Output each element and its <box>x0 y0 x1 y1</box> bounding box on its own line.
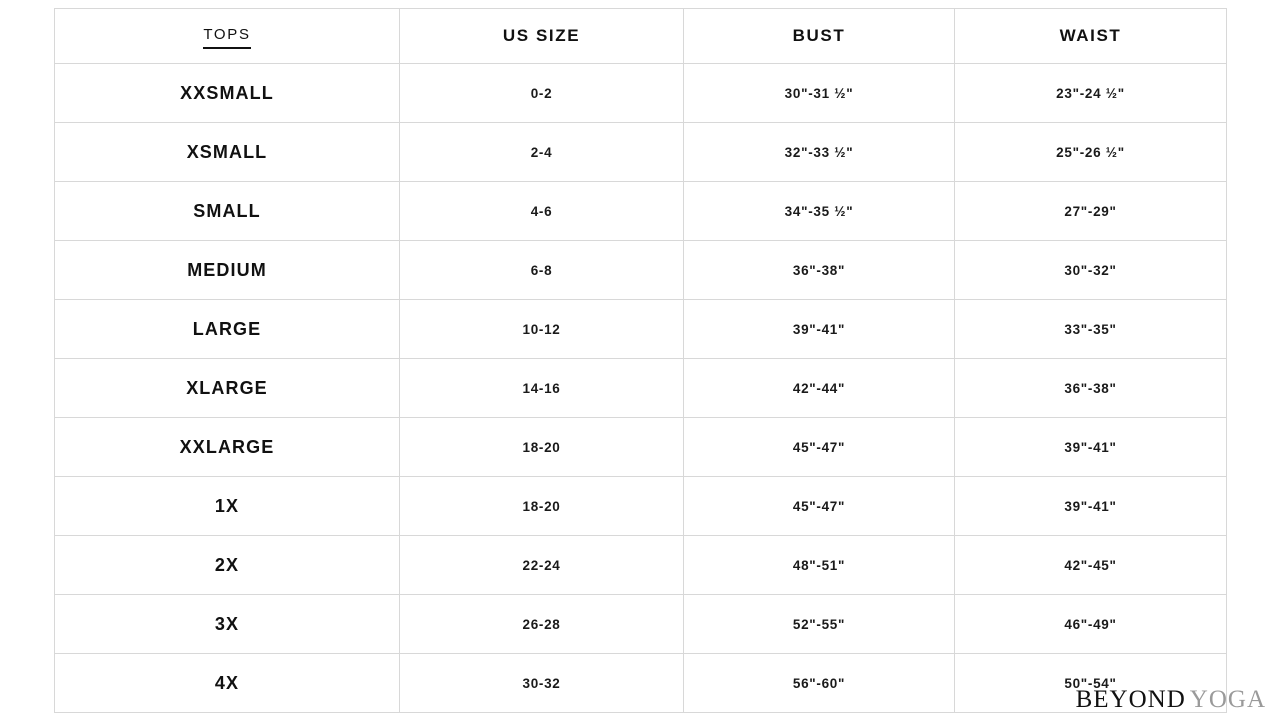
table-row <box>55 418 1227 477</box>
table-body <box>55 64 1227 713</box>
cell-bust: 45"-47" <box>684 477 955 536</box>
cell-size: LARGE <box>55 300 400 359</box>
table-row <box>55 477 1227 536</box>
cell-bust: 42"-44" <box>684 359 955 418</box>
table-row <box>55 595 1227 654</box>
table-row <box>55 300 1227 359</box>
brand-logo <box>1076 686 1266 714</box>
column-header-tops <box>55 9 400 64</box>
cell-us-size: 0-2 <box>400 64 684 123</box>
cell-waist: 36"-38" <box>955 359 1227 418</box>
cell-waist: 39"-41" <box>955 418 1227 477</box>
table-row <box>55 241 1227 300</box>
brand-logo-secondary: YOGA <box>1189 686 1266 713</box>
cell-waist: 30"-32" <box>955 241 1227 300</box>
cell-bust: 34"-35 ½" <box>684 182 955 241</box>
cell-bust: 30"-31 ½" <box>684 64 955 123</box>
cell-size: MEDIUM <box>55 241 400 300</box>
table-row <box>55 64 1227 123</box>
table-row <box>55 182 1227 241</box>
table-row <box>55 654 1227 713</box>
cell-size: XSMALL <box>55 123 400 182</box>
column-header-waist: WAIST <box>955 9 1227 64</box>
cell-waist: 25"-26 ½" <box>955 123 1227 182</box>
size-chart-table <box>54 8 1227 713</box>
cell-us-size: 4-6 <box>400 182 684 241</box>
column-header-tops-label: TOPS <box>203 26 250 49</box>
table-row <box>55 123 1227 182</box>
table-header <box>55 9 1227 64</box>
cell-waist: 50"-54" <box>955 654 1227 713</box>
brand-logo-primary: BEYOND <box>1075 686 1186 713</box>
cell-bust: 52"-55" <box>684 595 955 654</box>
column-header-us-size: US SIZE <box>400 9 684 64</box>
cell-size: 2X <box>55 536 400 595</box>
cell-waist: 33"-35" <box>955 300 1227 359</box>
cell-size: 3X <box>55 595 400 654</box>
cell-us-size: 6-8 <box>400 241 684 300</box>
cell-us-size: 2-4 <box>400 123 684 182</box>
cell-us-size: 10-12 <box>400 300 684 359</box>
cell-size: SMALL <box>55 182 400 241</box>
cell-waist: 46"-49" <box>955 595 1227 654</box>
cell-bust: 36"-38" <box>684 241 955 300</box>
cell-bust: 32"-33 ½" <box>684 123 955 182</box>
cell-us-size: 22-24 <box>400 536 684 595</box>
cell-size: XXSMALL <box>55 64 400 123</box>
column-header-bust: BUST <box>684 9 955 64</box>
cell-waist: 39"-41" <box>955 477 1227 536</box>
cell-bust: 39"-41" <box>684 300 955 359</box>
table-row <box>55 359 1227 418</box>
cell-size: XXLARGE <box>55 418 400 477</box>
cell-size: 1X <box>55 477 400 536</box>
cell-bust: 45"-47" <box>684 418 955 477</box>
header-row <box>55 9 1227 64</box>
cell-waist: 23"-24 ½" <box>955 64 1227 123</box>
table-row <box>55 536 1227 595</box>
cell-bust: 48"-51" <box>684 536 955 595</box>
cell-us-size: 30-32 <box>400 654 684 713</box>
cell-waist: 42"-45" <box>955 536 1227 595</box>
cell-us-size: 14-16 <box>400 359 684 418</box>
cell-bust: 56"-60" <box>684 654 955 713</box>
cell-waist: 27"-29" <box>955 182 1227 241</box>
cell-size: XLARGE <box>55 359 400 418</box>
cell-us-size: 26-28 <box>400 595 684 654</box>
cell-size: 4X <box>55 654 400 713</box>
cell-us-size: 18-20 <box>400 477 684 536</box>
cell-us-size: 18-20 <box>400 418 684 477</box>
size-chart-container <box>54 8 1226 713</box>
